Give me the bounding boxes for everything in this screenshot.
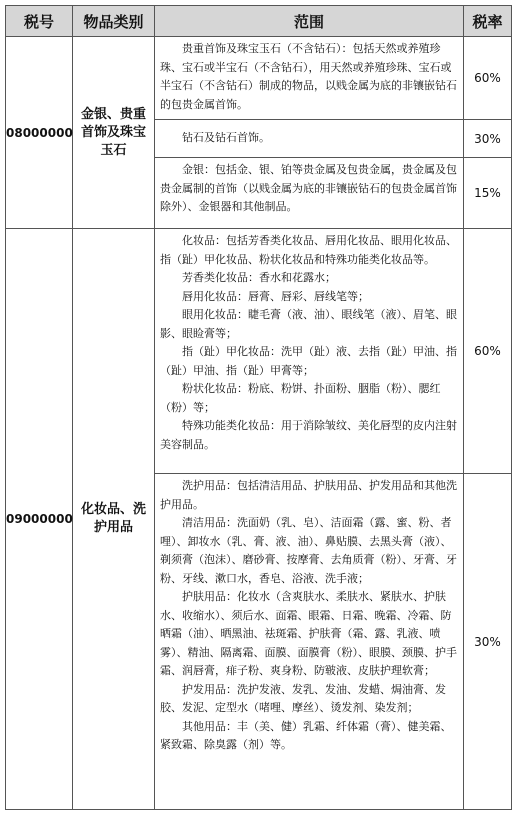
scope-paragraph: 其他用品：丰（美、健）乳霜、纤体霜（膏）、健美霜、紧致霜、除臭露（剂）等。	[160, 719, 452, 751]
scope-paragraph: 眼用化妆品：睫毛膏（液、油）、眼线笔（液）、眉笔、眼影、眼睑膏等；	[160, 308, 457, 340]
scope-paragraph: 钻石及钻石首饰。	[182, 131, 270, 145]
tax-code-cell: 08000000	[6, 37, 73, 229]
rate-cell: 30%	[464, 120, 512, 158]
scope-paragraph: 金银：包括金、银、铂等贵金属及包贵金属，贵金属及包贵金属制的首饰（以贱金属为底的非镶嵌钻石的包贵金属首饰除外）、金银器和其他制品。	[160, 163, 457, 213]
scope-paragraph: 化妆品：包括芳香类化妆品、唇用化妆品、眼用化妆品、指（趾）甲化妆品、粉状化妆品和特殊功能类化妆品等。	[160, 234, 457, 266]
scope-paragraph: 护肤用品：化妆水（含爽肤水、柔肤水、紧肤水、护肤水、收缩水）、须后水、面霜、眼霜、日霜、晚霜、冷霜、防晒霜（油）、晒黑油、祛斑霜、护肤膏（霜、露、乳液、喷雾）、精油、隔离霜、面膜、面膜膏（粉）、眼膜、颈膜、护手霜、润唇膏，痱子粉、爽身粉、防皲液、皮肤护理软膏；	[160, 590, 457, 677]
scope-paragraph: 芳香类化妆品：香水和花露水；	[182, 271, 336, 284]
rate-cell: 60%	[464, 37, 512, 120]
scope-paragraph: 特殊功能类化妆品：用于消除皱纹、美化唇型的皮内注射美容制品。	[160, 419, 457, 451]
scope-paragraph: 清洁用品：洗面奶（乳、皂）、洁面霜（露、蜜、粉、者哩）、卸妆水（乳、膏、液、油）、鼻贴膜、去黑头膏（液）、剃须膏（泡沫）、磨砂膏、按摩膏、去角质膏（粉）、牙膏、牙粉、牙线、漱口水，香皂、浴液、洗手液；	[160, 516, 457, 585]
rate-cell: 15%	[464, 158, 512, 229]
scope-paragraph: 贵重首饰及珠宝玉石（不含钻石）：包括天然或养殖珍珠、宝石或半宝石（不含钻石），用天然或养殖珍珠、宝石或半宝石（不含钻石）制成的物品，以贱金属为底的非镶嵌钻石的包贵金属首饰。	[160, 42, 457, 111]
table-row	[6, 37, 512, 120]
header-tax-code: 税号	[6, 6, 73, 37]
scope-paragraph: 护发用品：洗护发液、发乳、发油、发蜡、焗油膏、发胶、发泥、定型水（啫哩、摩丝）、烫发剂、染发剂；	[160, 682, 446, 714]
tax-rate-table	[5, 5, 512, 810]
category-cell: 金银、贵重首饰及珠宝玉石	[73, 37, 155, 229]
scope-paragraph: 唇用化妆品：唇膏、唇彩、唇线笔等；	[182, 289, 369, 303]
category-cell: 化妆品、洗护用品	[73, 229, 155, 810]
scope-cell	[155, 158, 464, 229]
scope-paragraph: 指（趾）甲化妆品：洗甲（趾）液、去指（趾）甲油、指（趾）甲油、指（趾）甲膏等；	[160, 345, 457, 377]
rate-cell: 60%	[464, 229, 512, 474]
header-category: 物品类别	[73, 6, 155, 37]
header-scope: 范围	[155, 6, 464, 37]
scope-cell	[155, 37, 464, 120]
scope-cell	[155, 474, 464, 810]
header-row	[6, 6, 512, 37]
scope-cell	[155, 120, 464, 158]
table-row	[6, 229, 512, 474]
tax-code-cell: 09000000	[6, 229, 73, 810]
scope-cell	[155, 229, 464, 474]
scope-paragraph: 洗护用品：包括清洁用品、护肤用品、护发用品和其他洗护用品。	[160, 479, 457, 511]
scope-paragraph: 粉状化妆品：粉底、粉饼、扑面粉、胭脂（粉）、腮红（粉）等；	[160, 382, 441, 414]
header-rate: 税率	[464, 6, 512, 37]
rate-cell: 30%	[464, 474, 512, 810]
